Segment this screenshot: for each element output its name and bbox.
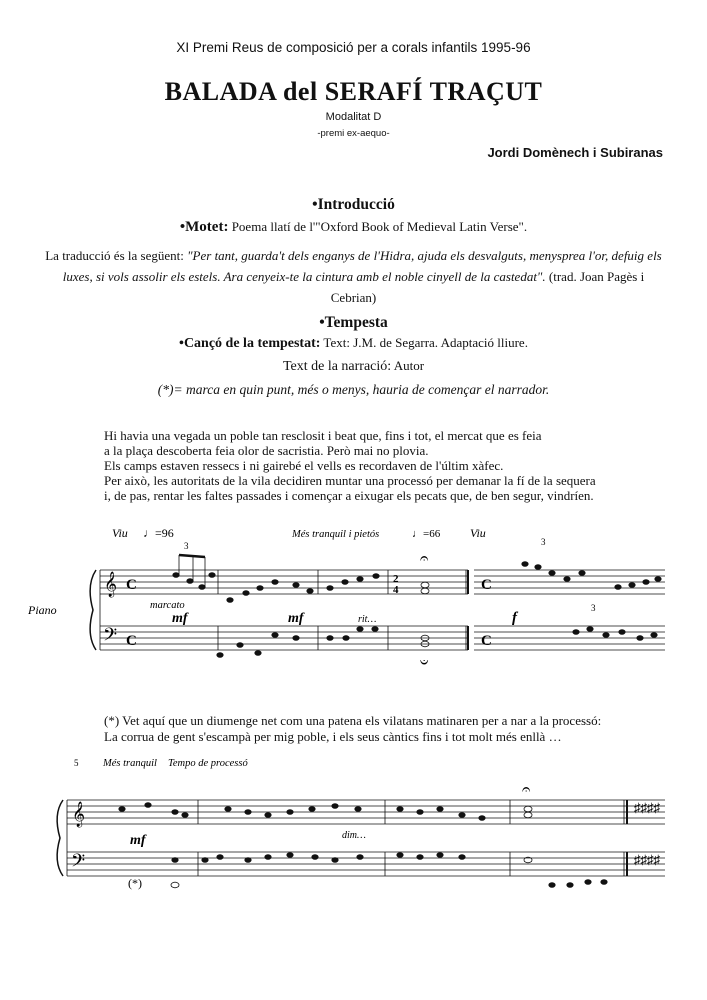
composer-name: Jordi Domènech i Subiranas [487, 145, 663, 160]
narration-line-1: Hi havia una vegada un poble tan resclosit i beat que, fins i tot, el mercat que es feia [104, 428, 542, 443]
measure-number: 5 [74, 758, 79, 768]
tuplet-3-a: 3 [184, 541, 189, 551]
translation-credit: (trad. Joan Pagès i Cebrian) [330, 269, 645, 305]
tempo-de-processo: Tempo de processó [168, 758, 248, 769]
fermata-icon: 𝄐 [420, 551, 429, 567]
time-signature-c-2: C [126, 633, 137, 649]
expression-mes-tranquil-2: Més tranquil [103, 758, 157, 769]
narration-paragraph-1 [104, 428, 684, 503]
intro-heading: •Introducció [312, 196, 395, 213]
time-sig-24-bottom: 4 [393, 584, 399, 596]
score-system-1 [0, 515, 707, 685]
narration-paragraph-2 [104, 713, 684, 745]
narration2-line-1: (*) Vet aquí que un diumenge net com una patena els vilatans matinaren per a nar a la processó: [104, 713, 602, 728]
narration-line-3: Els camps estaven ressecs i ni gairebé el vells es recordaven de l'últim xàfec. [104, 458, 504, 473]
narration-label: Text de la narració: [282, 359, 392, 374]
translation-paragraph [40, 245, 667, 308]
translation-lead: La traducció és la següent: [45, 248, 188, 263]
score-system-2 [0, 752, 707, 912]
translation-quote: "Per tant, guarda't dels enganys de l'Hidra, ajuda els desvalguts, menysprea l'or, defuig els luxes, si vols assolir els estels. Ara cenyeix-te la cintura amb el noble cinyell de la castedat". [62, 248, 662, 284]
marcato-mark: marcato [150, 600, 185, 611]
narrator-marker: (*) [128, 876, 142, 890]
bass-clef-icon-2: 𝄢 [71, 850, 86, 875]
key-signature-sharps-bass: ♯♯♯♯ [634, 852, 660, 867]
time-signature-c-4: C [481, 633, 492, 649]
tempo-viu-2: Viu [470, 526, 486, 540]
tuplet-3-b: 3 [541, 537, 546, 547]
prize-label: -premi ex-aequo- [317, 128, 390, 139]
time-signature-c-3: C [481, 577, 492, 593]
competition-header: XI Premi Reus de composició per a corals infantils 1995-96 [176, 40, 531, 55]
narration-author: Autor [391, 358, 425, 373]
instrument-label: Piano [28, 603, 57, 617]
dynamic-mf-3: mf [130, 833, 146, 848]
motet-label: •Motet: [179, 219, 229, 235]
narration-line-5: i, de pas, rentar les faltes passades i començar a eixugar els pecats que, de ben segur, vindríen. [104, 488, 594, 503]
treble-clef-icon-2: 𝄞 [72, 801, 86, 826]
song-line [40, 335, 667, 352]
motet-line [40, 219, 667, 236]
tempo-viu-1: Viu [112, 526, 128, 540]
narration2-line-2: La corrua de gent s'escampà per mig poble, i els seus càntics fins i tot molt més enllà … [104, 729, 562, 744]
fermata-icon-2: 𝄐 [522, 782, 531, 798]
metronome-66: ♩=66 [412, 528, 441, 540]
tempest-heading: •Tempesta [319, 314, 388, 331]
song-label: •Cançó de la tempestat: [179, 336, 321, 351]
tuplet-3-c: 3 [591, 603, 596, 613]
song-text: Text: J.M. de Segarra. Adaptació lliure. [320, 335, 528, 350]
narration-line-4: Per això, les autoritats de la vila decidiren muntar una processó per demanar la fí de la sequera [104, 473, 596, 488]
motet-text: Poema llatí de l'"Oxford Book of Medieval Latin Verse". [228, 219, 528, 234]
fermata-below-icon: 𝄑 [420, 655, 429, 671]
key-signature-sharps: ♯♯♯♯ [634, 800, 660, 815]
bass-clef-icon: 𝄢 [103, 624, 118, 649]
modality-label: Modalitat D [325, 111, 382, 123]
treble-clef-icon: 𝄞 [104, 571, 118, 596]
dynamic-f: f [512, 610, 517, 626]
piece-title: BALADA del SERAFÍ TRAÇUT [164, 77, 543, 106]
dynamic-mf-2: mf [288, 611, 304, 626]
narration-line [40, 358, 667, 375]
narration-line-2: a la plaça descoberta feia olor de sacristia. Però mai no plovia. [104, 443, 429, 458]
time-sig-24-top: 2 [393, 573, 399, 585]
asterisk-note: (*)= marca en quin punt, més o menys, hauria de començar el narrador. [157, 382, 550, 397]
dim-mark: dim… [342, 830, 366, 841]
rit-mark: rit… [358, 614, 377, 625]
dynamic-mf-1: mf [172, 611, 188, 626]
expression-mes-tranquil: Més tranquil i pietós [292, 529, 380, 540]
metronome-96: ♩=96 [143, 526, 174, 540]
time-signature-c-1: C [126, 577, 137, 593]
system2-notes [119, 803, 607, 888]
